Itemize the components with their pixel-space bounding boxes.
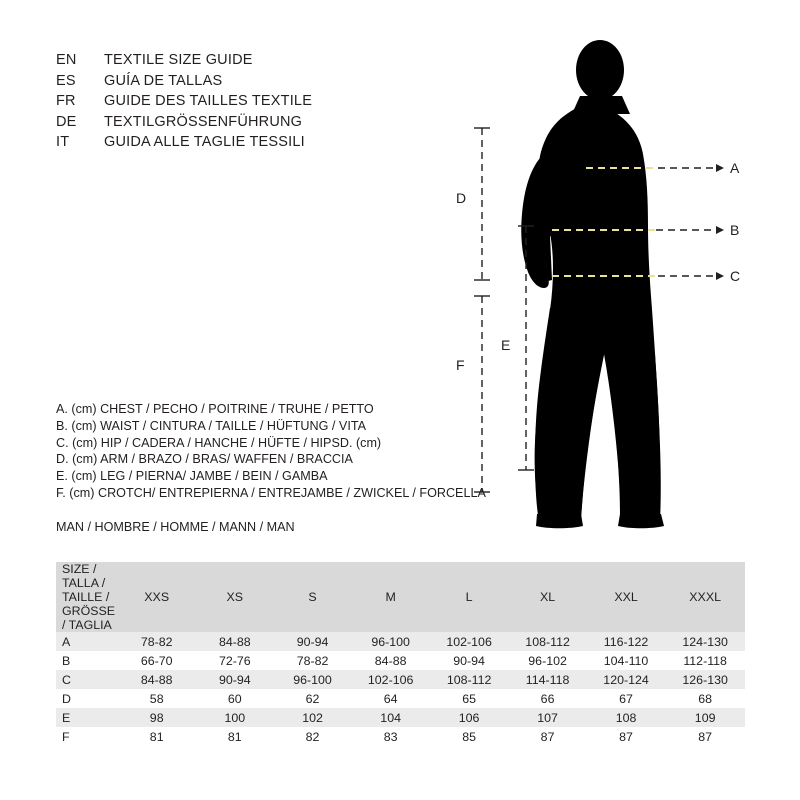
legend-item-b: B. (cm) WAIST / CINTURA / TAILLE / HÜFTUNG / VITA [56,418,366,433]
cell-f-xxxl: 87 [665,727,745,746]
cell-c-xxl: 120-124 [587,670,665,689]
cell-f-xs: 81 [196,727,274,746]
cell-f-xxs: 81 [117,727,195,746]
table-row [56,632,745,651]
cell-a-m: 96-100 [351,632,429,651]
cell-a-xxs: 78-82 [117,632,195,651]
title-row-es [56,71,312,92]
title-row-it [56,132,312,153]
title-text-fr: GUIDE DES TAILLES TEXTILE [104,93,313,109]
cell-c-s: 96-100 [274,670,352,689]
cell-d-l: 65 [430,689,508,708]
size-table-body [56,632,745,746]
measurement-legend [56,401,486,536]
table-row [56,651,745,670]
cell-e-xxs: 98 [117,708,195,727]
cell-c-l: 108-112 [430,670,508,689]
cell-d-s: 62 [274,689,352,708]
title-row-de [56,112,312,133]
cell-b-l: 90-94 [430,651,508,670]
title-lang-es: ES [56,72,76,89]
header-cell-xs: XS [196,562,274,632]
legend-item-e: E. (cm) LEG / PIERNA/ JAMBE / BEIN / GAMBA [56,469,328,484]
cell-d-xxl: 67 [587,689,665,708]
table-row [56,670,745,689]
body-diagram [440,30,770,540]
table-row [56,727,745,746]
cell-f-m: 83 [351,727,429,746]
cell-a-xxl: 116-122 [587,632,665,651]
cell-a-s: 90-94 [274,632,352,651]
title-block [56,50,312,153]
cell-d-xxxl: 68 [665,689,745,708]
cell-c-m: 102-106 [351,670,429,689]
cell-c-xxs: 84-88 [117,670,195,689]
vertical-dimension-lines [482,128,526,492]
header-cell-m: M [351,562,429,632]
diagram-label-b: B [730,222,740,238]
title-text-es: GUÍA DE TALLAS [104,72,223,89]
title-text-de: TEXTILGRÖSSENFÜHRUNG [104,113,303,130]
diagram-label-e: E [501,337,511,353]
diagram-label-a: A [730,160,740,176]
male-silhouette [521,40,664,528]
legend-spacer [56,502,486,519]
cell-a-xs: 84-88 [196,632,274,651]
cell-e-xxl: 108 [587,708,665,727]
cell-c-xl: 114-118 [508,670,586,689]
row-label-c: C [56,670,117,689]
cell-f-s: 82 [274,727,352,746]
header-cell-xxl: XXL [587,562,665,632]
cell-c-xxxl: 126-130 [665,670,745,689]
diagram-label-d: D [456,190,467,206]
cell-b-xxxl: 112-118 [665,651,745,670]
cell-d-xxs: 58 [117,689,195,708]
header-cell-xl: XL [508,562,586,632]
legend-item-c: C. (cm) HIP / CADERA / HANCHE / HÜFTE / HIPSD. (cm) [56,435,382,450]
cell-a-xl: 108-112 [508,632,586,651]
title-lang-it: IT [56,134,70,150]
cell-f-l: 85 [430,727,508,746]
cell-f-xl: 87 [508,727,586,746]
cell-e-xs: 100 [196,708,274,727]
cell-e-s: 102 [274,708,352,727]
title-lang-de: DE [56,113,77,130]
header-cell-xxs: XXS [117,562,195,632]
legend-item-f: F. (cm) CROTCH/ ENTREPIERNA / ENTREJAMBE / ZWICKEL / FORCELLA [56,485,486,500]
size-table-wrapper [56,562,745,746]
header-cell-s: S [274,562,352,632]
size-table-header-row [56,562,745,632]
row-label-d: D [56,689,117,708]
cell-b-xxs: 66-70 [117,651,195,670]
title-lang-en: EN [56,52,77,68]
diagram-label-f: F [456,357,465,373]
row-label-b: B [56,651,117,670]
subject-label: MAN / HOMBRE / HOMME / MANN / MAN [56,519,295,534]
cell-d-xs: 60 [196,689,274,708]
legend-item-a: A. (cm) CHEST / PECHO / POITRINE / TRUHE / PETTO [56,402,374,416]
title-text-en: TEXTILE SIZE GUIDE [104,52,253,68]
cell-e-m: 104 [351,708,429,727]
size-table-head [56,562,745,632]
cell-b-s: 78-82 [274,651,352,670]
size-table [56,562,745,746]
cell-b-m: 84-88 [351,651,429,670]
title-text-it: GUIDA ALLE TAGLIE TESSILI [104,134,305,150]
table-row [56,689,745,708]
callout-lines-dark [656,164,724,280]
header-cell-xxxl: XXXL [665,562,745,632]
cell-b-xl: 96-102 [508,651,586,670]
cell-a-l: 102-106 [430,632,508,651]
cell-e-l: 106 [430,708,508,727]
header-cell-l: L [430,562,508,632]
title-lang-fr: FR [56,93,76,109]
header-cell-first: SIZE / TALLA / TAILLE / GRÖSSE / TAGLIA [56,562,117,632]
cell-d-xl: 66 [508,689,586,708]
diagram-label-c: C [730,268,741,284]
cell-c-xs: 90-94 [196,670,274,689]
cell-d-m: 64 [351,689,429,708]
table-row [56,708,745,727]
cell-b-xs: 72-76 [196,651,274,670]
dimension-end-ticks [474,128,534,492]
row-label-f: F [56,727,117,746]
cell-e-xxxl: 109 [665,708,745,727]
cell-e-xl: 107 [508,708,586,727]
row-label-e: E [56,708,117,727]
row-label-a: A [56,632,117,651]
cell-a-xxxl: 124-130 [665,632,745,651]
title-row-fr [56,91,312,112]
title-row-en [56,50,312,71]
cell-b-xxl: 104-110 [587,651,665,670]
cell-f-xxl: 87 [587,727,665,746]
legend-item-d: D. (cm) ARM / BRAZO / BRAS/ WAFFEN / BRACCIA [56,452,353,467]
